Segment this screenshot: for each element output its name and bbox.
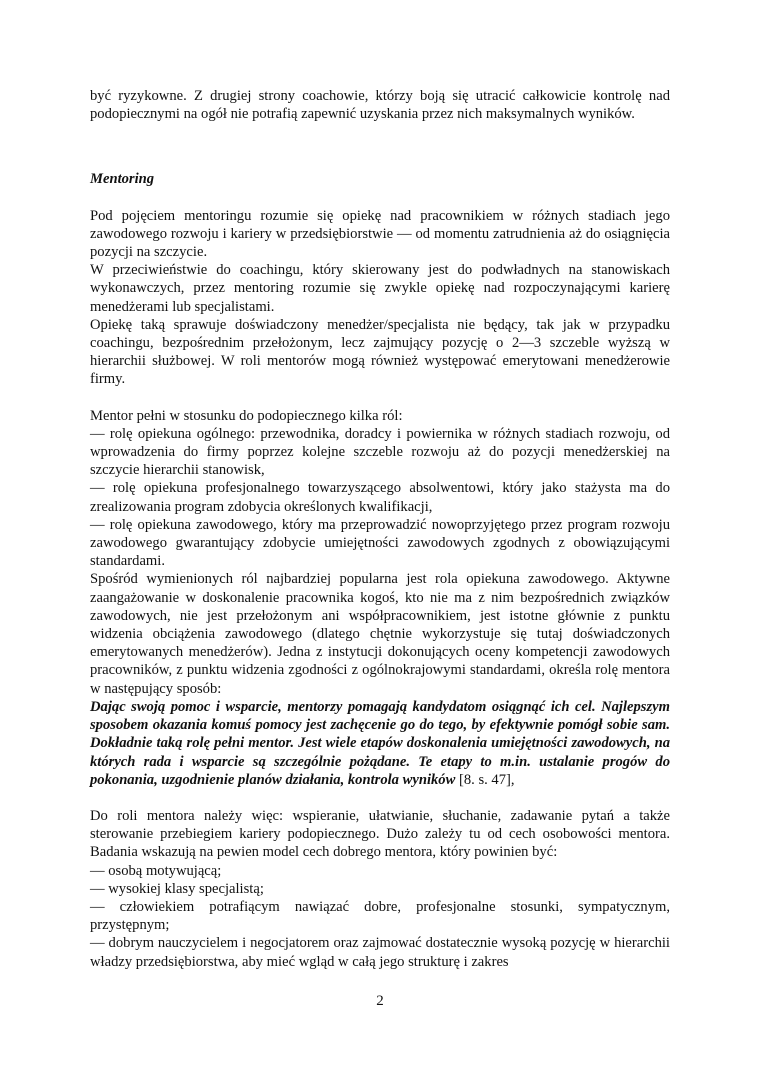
paragraph-contrast: W przeciwieństwie do coachingu, który skierowany jest do podwładnych na stanowiskach wykonawczych, przez mentoring rozumie się zwykle opiekę nad rozpoczynającymi karierę menedżerami lub specjalistami.: [90, 262, 670, 315]
quote-reference: [8. s. 47],: [455, 771, 515, 788]
paragraph-mentor-duties: Do roli mentora należy więc: wspieranie, ułatwianie, słuchanie, zadawanie pytań a także sterowanie przebiegiem kariery podopiecznego. Dużo zależy tu od cech osobowości mentora. Badania wskazują na pewien model cech dobrego mentora, który powinien być:: [90, 807, 670, 861]
role-item: — rolę opiekuna ogólnego: przewodnika, doradcy i powiernika w różnych stadiach rozwoju, od wprowadzenia do firmy poprzez kolejne szczeble rozwoju aż do pozycji menedżerskiej na szczycie hierarchii stanowisk,: [90, 425, 670, 479]
paragraph-definition: Pod pojęciem mentoringu rozumie się opiekę nad pracownikiem w różnych stadiach jego zawodowego rozwoju i kariery w przedsiębiorstwie — od momentu zatrudnienia aż do osiągnięcia pozycji na szczycie.: [90, 207, 670, 261]
trait-item: — osobą motywującą;: [90, 862, 222, 879]
intro-paragraph: być ryzykowne. Z drugiej strony coachowie, którzy boją się utracić całkowicie kontrolę nad podopiecznymi na ogół nie potrafią zapewnić uzyskania przez nich maksymalnych wyników.: [90, 88, 670, 123]
document-body: [90, 87, 670, 971]
role-item: — rolę opiekuna profesjonalnego towarzyszącego absolwentowi, który jako stażysta ma do zrealizowania program zdobycia określonych kwalifikacji,: [90, 480, 670, 515]
quote-text: Dając swoją pomoc i wsparcie, mentorzy pomagają kandydatom osiągnąć ich cel. Najlepszym sposobem okazania komuś pomocy jest zachęcenie go do tego, by efektywnie pomógł sobie sam. Dokładnie taką rolę pełni mentor. Jest wiele etapów doskonalenia umiejętności zawodowych, na których rada i wsparcie są szczególnie pożądane. Te etapy to m.in. ustalanie progów do pokonania, uzgodnienie planów działania, kontrola wyników: [90, 698, 670, 788]
paragraph-mentor-role: Opiekę taką sprawuje doświadczony menedżer/specjalista nie będący, tak jak w przypadku coachingu, bezpośrednim przełożonym, lecz zajmujący pozycję o 2—3 szczeble wyższą w hierarchii służbowej. W roli mentorów mogą również występować emerytowani menedżerowie firmy.: [90, 316, 670, 388]
quote-block: [90, 698, 670, 789]
section-heading: Mentoring: [90, 171, 155, 188]
paragraph-popular-role: Spośród wymienionych ról najbardziej popularna jest rola opiekuna zawodowego. Aktywne zaangażowanie w doskonalenie pracownika kogoś, kto nie ma z nim bezpośrednich związków zawodowych, nie jest przełożonym ani współpracownikiem, jest istotne głównie z punktu widzenia obciążenia zawodowego (dlatego chętnie wykorzystuje się tutaj doświadczonych emerytowanych menedżerów). Jedna z instytucji dokonujących oceny kompetencji zawodowych pracowników, z punktu widzenia zgodności z ogólnokrajowymi standardami, określa rolę mentora w następujący sposób:: [90, 571, 670, 697]
trait-item: — dobrym nauczycielem i negocjatorem oraz zajmować dostatecznie wysoką pozycję w hierarchii władzy przedsiębiorstwa, aby mieć wgląd w całą jego strukturę i zakres: [90, 935, 670, 970]
page-number: 2: [376, 993, 384, 1009]
trait-item: — wysokiej klasy specjalistą;: [90, 880, 264, 897]
trait-item: — człowiekiem potrafiącym nawiązać dobre, profesjonalne stosunki, sympatycznym, przystępnym;: [90, 898, 670, 934]
roles-intro: Mentor pełni w stosunku do podopiecznego kilka ról:: [90, 407, 403, 424]
role-item: — rolę opiekuna zawodowego, który ma przeprowadzić nowoprzyjętego przez program rozwoju zawodowego gwarantujący zdobycie umiejętności zawodowych zgodnych z obowiązującymi standardami.: [90, 516, 670, 570]
